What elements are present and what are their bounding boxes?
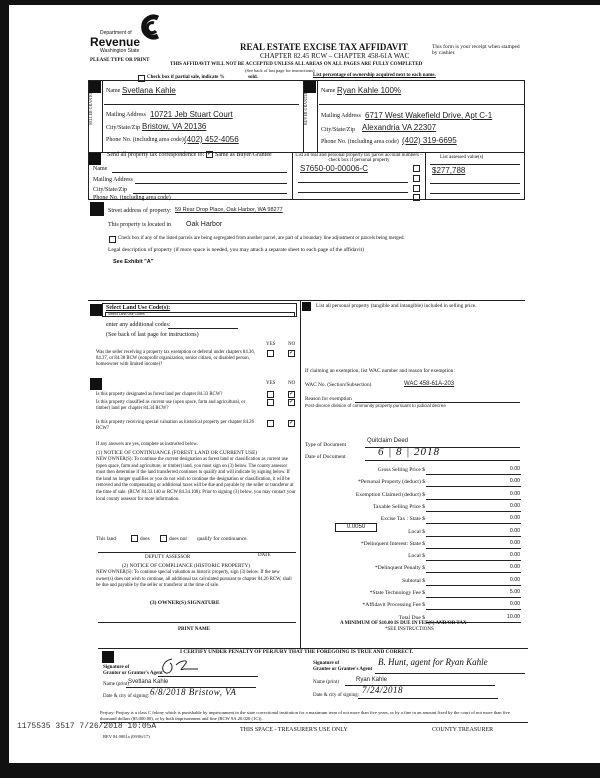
minimum-note: A MINIMUM OF $10.00 IS DUE IN FEE(S) AND/OR TAX — [340, 621, 467, 626]
located-label: This property is located in — [108, 222, 171, 228]
fee-label: Taxable Selling Price $ — [373, 503, 425, 510]
fee-value: 0.00 — [509, 502, 520, 509]
fee-field[interactable] — [426, 560, 521, 561]
wac-number[interactable]: WAC 458-61A-203 — [404, 381, 455, 387]
see-back: (See back of last page for instructions) — [245, 68, 315, 73]
doc-date[interactable]: 6 | 8 | 2018 — [378, 446, 441, 458]
buyer-city[interactable]: Alexandria VA 22307 — [362, 123, 437, 132]
section-marker-7 — [302, 302, 311, 311]
seller-mail[interactable]: 10721 Jeb Stuart Court — [150, 110, 233, 119]
fee-field[interactable] — [426, 486, 521, 487]
deputy-assessor-label: DEPUTY ASSESSOR — [145, 555, 191, 560]
treasurer-space: THIS SPACE - TREASURER'S USE ONLY — [240, 727, 348, 733]
seller-side-label: SELLER GRANTOR — [88, 90, 93, 125]
buyer-phone-label: Phone No. (including area code) — [321, 139, 399, 145]
yes-header-2: YES — [266, 381, 276, 386]
fee-field[interactable] — [426, 536, 521, 537]
q-forest: Is this property designated as forest land per chapter 84.33 RCW? — [96, 392, 223, 397]
grantor-sig-label2: Grantor or Grantor's Agent — [103, 671, 163, 676]
corr-mail-field[interactable] — [135, 183, 287, 184]
seller-name[interactable]: Svetlana Kahle — [122, 86, 176, 95]
q-current: Is this property classified as current use (open space, farm and agricultural, or timber) land per chapter 84.34 RCW? — [96, 400, 246, 411]
no-header-2: NO — [288, 381, 296, 386]
fee-value: 0.00 — [509, 552, 520, 559]
notice2-body: NEW OWNER(S): To continue special valuation as historic property, sign (3) below. If the new owner(s) does not wish to continue, all additional tax calculated pursuant to chapter 84.26 RCW, shall be due and payable by the seller or transferor at the time of sale. — [96, 570, 292, 589]
q-current-no[interactable]: ✓ — [289, 399, 295, 405]
fee-value: 0.00 — [509, 601, 520, 608]
correspondence-label: Send all property tax correspondence to: — [107, 152, 205, 158]
date-label: DATE — [258, 553, 271, 558]
doc-type[interactable]: Quitclaim Deed — [367, 438, 409, 444]
fee-label: *Affidavit Processing Fee $ — [362, 602, 425, 609]
buyer-phone[interactable]: (402) 319-6695 — [402, 136, 457, 145]
county-treasurer: COUNTY TREASURER — [432, 727, 494, 733]
buyer-mail[interactable]: 6717 West Wakefield Drive, Apt C-1 — [365, 111, 493, 120]
grantee-sig-label1: Signature of — [313, 661, 340, 666]
street-address[interactable]: 59 Rear Drop Place, Oak Harbor, WA 98277 — [175, 207, 283, 213]
fee-value: 0.00 — [509, 490, 520, 497]
seller-phone-label: Phone No. (including area code) — [106, 137, 184, 143]
fee-field[interactable] — [426, 499, 521, 500]
scan-border-left — [0, 0, 9, 778]
fee-label: Subtotal $ — [402, 577, 425, 584]
doc-date-label: Date of Document — [305, 454, 346, 460]
this-land-label: This land — [96, 536, 116, 542]
partial-sale-label: Check box if partial sale, indicate % — [147, 75, 225, 80]
seller-city-label: City/State/Zip — [106, 125, 140, 131]
buyer-city-label: City/State/Zip — [321, 127, 355, 133]
fee-value: 0.00 — [509, 564, 520, 571]
section-marker-3 — [89, 153, 101, 165]
wac-label: WAC No. (Section/Subsection) — [305, 382, 372, 388]
exemption-reason[interactable]: Post-divorce division of community property pursuant to judicial decree — [305, 403, 446, 408]
fee-label: *State Technology Fee $ — [369, 590, 425, 596]
segregated-checkbox[interactable] — [109, 236, 116, 243]
buyer-mail-label: Mailing Address — [321, 113, 361, 119]
fee-label: *Delinquent Penalty $ — [374, 565, 425, 572]
grantor-date-city[interactable]: 6/8/2018 Bristow, VA — [150, 687, 237, 697]
no-header: NO — [288, 342, 296, 347]
fee-value: 0.00 — [509, 478, 520, 485]
form-chapter: CHAPTER 82.45 RCW – CHAPTER 458-61A WAC — [260, 52, 410, 60]
fee-field[interactable] — [426, 474, 521, 475]
located-value[interactable]: Oak Harbor — [186, 221, 223, 228]
rev-number: REV 84 0001a (09/06/17) — [103, 734, 150, 739]
fee-label: *Delinquent Interest: State $ — [360, 540, 425, 547]
fee-value: 0.00 — [509, 466, 520, 472]
personal-property-checkbox-3[interactable] — [413, 185, 420, 192]
q-historic: Is this property receiving special valuation as historical property per chapter 84.26 RCW? — [96, 420, 254, 431]
dept-logo-text: Revenue — [90, 35, 141, 49]
if-yes-note: If any answers are yes, complete as instructed below. — [96, 442, 198, 447]
grantor-signature[interactable] — [150, 655, 210, 677]
ownership-note: List percentage of ownership acquired next to each name. — [313, 73, 436, 78]
fee-label: Gross Selling Price $ — [377, 467, 425, 473]
fee-label: Local $ — [408, 553, 425, 560]
same-as-buyer-label: Same as Buyer/Grantee — [215, 152, 272, 158]
land-use-see-back: (See back of last page for instructions) — [106, 332, 199, 338]
fee-field[interactable] — [426, 572, 521, 573]
corr-city-label: City/State/Zip — [93, 187, 127, 193]
warning: THIS AFFIDAVIT WILL NOT BE ACCEPTED UNLESS ALL AREAS ON ALL PAGES ARE FULLY COMPLETED — [170, 62, 423, 67]
fee-value: 0.00 — [509, 539, 520, 546]
form-title: REAL ESTATE EXCISE TAX AFFIDAVIT — [240, 42, 408, 52]
section-marker-6 — [90, 378, 102, 390]
reason-label: Reason for exemption — [305, 396, 352, 402]
grantee-date[interactable]: 7/24/2018 — [362, 685, 404, 695]
additional-codes-field[interactable] — [168, 328, 238, 329]
land-use-select[interactable]: Select Land Use Codes — [105, 312, 295, 317]
notice1-body: NEW OWNER(S): To continue the current designation as forest land or classification as current use (open space, farm and agriculture, or timber) land, you must sign on (3) below. The county assessor must then determine if the land transferred continues to qualify and will indicate by signing below. If the land no longer qualifies or you do not wish to continue the designation or classification, it will be removed and the compensating or additional taxes will be due and payable by the seller or transferor at the time of sale. (RCW 84.33.140 or RCW 84.34.108). Prior to signing (3) below, you may contact your local county assessor for more information. — [96, 457, 296, 502]
section-marker-4 — [90, 202, 104, 216]
q-current-yes[interactable] — [267, 399, 274, 406]
grantor-date-label: Date & city of signing: — [103, 694, 150, 699]
scan-border-top — [0, 0, 600, 5]
fee-field[interactable] — [426, 511, 521, 512]
fee-field[interactable] — [426, 609, 521, 610]
personal-property-label: List all personal property (tangible and intangible) included in selling price. — [316, 303, 477, 309]
fee-label: Exemption Claimed (deduct) $ — [355, 491, 425, 498]
local-rate[interactable]: 0.0050 — [335, 523, 377, 532]
section-marker-8 — [102, 651, 114, 663]
owner-signature-line[interactable] — [98, 622, 296, 623]
scan-border-bottom — [0, 763, 600, 778]
dor-logo-icon — [140, 14, 162, 40]
buyer-name[interactable]: Ryan Kahle 100% — [337, 86, 402, 95]
grantor-name-label: Name (print) — [103, 682, 129, 687]
notice2-title: (2) NOTICE OF COMPLIANCE (HISTORIC PROPERTY) — [122, 563, 251, 569]
fee-field[interactable] — [426, 523, 521, 524]
receipt-note: This form is your receipt when stamped by cashier. — [432, 44, 520, 56]
fee-label: *Personal Property (deduct) $ — [358, 479, 425, 486]
perjury-note: Perjury: Perjury is a class C felony which is punishable by imprisonment in the state correctional institution for a maximum term of not more than five years, or by a fine in an amount fixed by the court of not more than five thousand dollars ($5,000.00), or by both imprisonment and fine (RCW 9A.20.020 (1C)). — [100, 710, 510, 721]
print-name-label: PRINT NAME — [178, 627, 210, 632]
grantee-signature[interactable]: B. Hunt, agent for Ryan Kahle — [378, 657, 488, 667]
sold-label: sold. — [248, 75, 258, 80]
doc-type-label: Type of Document — [305, 442, 347, 448]
q-exemption-no[interactable]: ✓ — [289, 350, 295, 356]
additional-codes: enter any additional codes: — [106, 322, 171, 328]
land-use-label: Select Land Use Code(s): — [106, 305, 171, 311]
q-forest-no[interactable]: ✓ — [289, 391, 295, 397]
does-checkbox[interactable] — [131, 535, 138, 542]
buyer-side-label: BUYER GRANTEE — [303, 91, 308, 125]
personal-property-checkbox-4[interactable] — [413, 194, 420, 201]
segregated-label: Check box if any of the listed parcels are being segregated from another parcel, are part of a boundary line adjustment or parcels being merged. — [118, 236, 405, 241]
dept-line3: Washington State — [100, 48, 140, 54]
grantor-sig-label1: Signature of — [103, 665, 130, 670]
seller-city[interactable]: Bristow, VA 20136 — [142, 122, 207, 131]
fee-label: Total Due $ — [398, 614, 425, 621]
legal-description[interactable]: See Exhibit "A" — [113, 259, 154, 265]
parcel-number[interactable]: S7650-00-00006-C — [300, 164, 369, 173]
corr-mail-label: Mailing Address — [93, 177, 133, 183]
corr-city-field[interactable] — [133, 193, 287, 194]
q-historic-no[interactable]: ✓ — [289, 420, 295, 426]
corr-name-label: Name — [93, 166, 108, 172]
exemption-intro: If claiming an exemption, list WAC number and reason for exemption: — [305, 368, 455, 374]
buyer-name-label: Name — [321, 88, 336, 94]
fee-value: 0.00 — [509, 515, 520, 522]
same-as-buyer-checkbox[interactable]: ✓ — [207, 151, 213, 157]
seller-name-label: Name — [106, 88, 121, 94]
personal-property-checkbox-2[interactable] — [413, 175, 420, 182]
street-label: Street address of property: — [108, 208, 172, 214]
grantee-sig-label2: Grantee or Grantee's Agent — [313, 667, 373, 672]
certify-title: I CERTIFY UNDER PENALTY OF PERJURY THAT THE FOREGOING IS TRUE AND CORRECT. — [180, 649, 414, 655]
corr-phone-label: Phone No. (including area code) — [93, 195, 171, 201]
does-not-checkbox[interactable] — [160, 535, 167, 542]
q-forest-yes[interactable] — [267, 391, 274, 398]
fee-field[interactable] — [426, 585, 521, 586]
grantee-name[interactable]: Ryan Kahle — [356, 677, 388, 683]
fee-value: 0.00 — [509, 576, 520, 583]
fee-value: 0.00 — [509, 527, 520, 534]
parcels-header: List all real and personal property tax parcel account numbers – check box if personal property — [295, 153, 423, 163]
seller-phone[interactable]: (402) 452-4056 — [184, 135, 239, 144]
fee-field[interactable] — [426, 597, 521, 598]
fee-label: Local $ — [408, 528, 425, 535]
please-type: PLEASE TYPE OR PRINT — [90, 58, 150, 63]
q-historic-yes[interactable] — [267, 420, 274, 427]
yes-header: YES — [266, 342, 276, 347]
corr-name-field[interactable] — [112, 172, 287, 173]
personal-property-checkbox-1[interactable] — [413, 165, 420, 172]
dept-line1: Department of — [100, 30, 132, 36]
does-not-label: does not — [169, 536, 187, 542]
seller-mail-label: Mailing Address — [106, 112, 146, 118]
fee-value: 10.00 — [507, 613, 520, 620]
fee-label: Excise Tax : State $ — [380, 516, 425, 523]
section-marker-5 — [90, 304, 102, 316]
qualify-label: qualify for continuance. — [197, 536, 248, 542]
q-exemption: Was the seller receiving a property tax exemption or deferral under chapters 84.36, 84.37, or 84.38 RCW (nonprofit organization, senior citizen, or disabled person, homeowner with limited income)? — [96, 350, 255, 367]
owner-signature-label: (3) OWNER(S) SIGNATURE — [150, 600, 220, 606]
grantee-date-label: Date & city of signing: — [313, 693, 360, 698]
grantee-name-label: Name (print) — [313, 680, 339, 685]
fee-field[interactable] — [426, 548, 521, 549]
grantor-name[interactable]: Svetlana Kahle — [128, 679, 169, 685]
q-exemption-yes[interactable] — [267, 350, 274, 357]
does-label: does — [140, 536, 150, 542]
assessed-value[interactable]: $277,788 — [432, 166, 466, 175]
notice1-title: (1) NOTICE OF CONTINUANCE (FOREST LAND OR CURRENT USE) — [96, 450, 258, 456]
fee-value: 5.00 — [509, 589, 520, 595]
legal-label: Legal description of property (if more space is needed, you may attach a separate sheet to each page of the affidavit) — [108, 247, 364, 253]
see-instructions: *SEE INSTRUCTIONS — [385, 627, 434, 632]
recording-stamp: 1175535 3517 7/26/2018 10:05A — [17, 722, 157, 731]
assessed-header: List assessed value(s) — [440, 155, 484, 160]
